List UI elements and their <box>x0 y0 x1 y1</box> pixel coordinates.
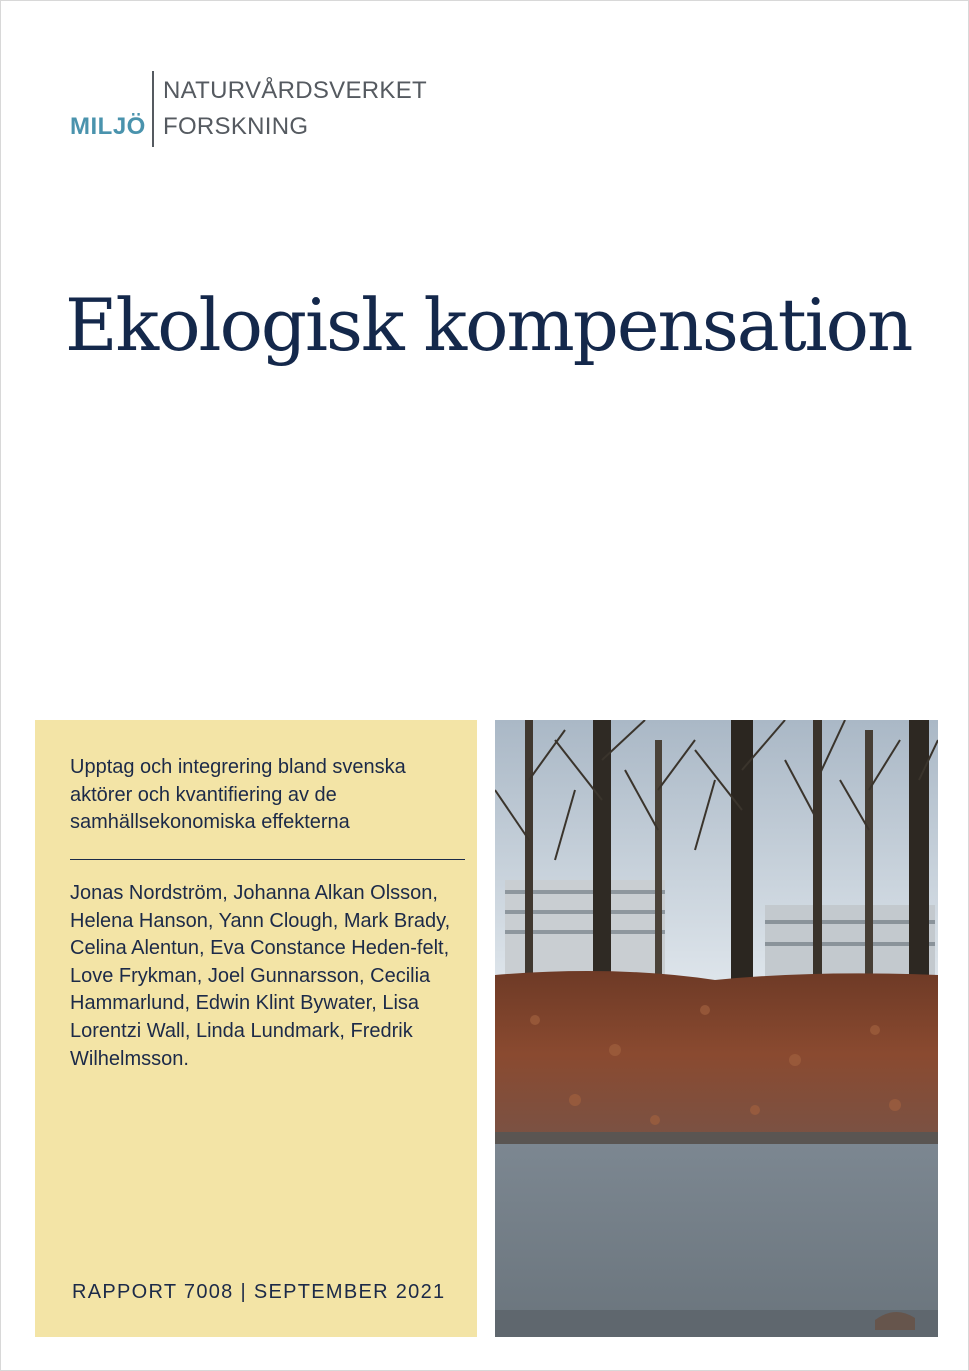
logo-forskning: FORSKNING <box>163 113 309 140</box>
logo-divider <box>152 71 154 147</box>
report-subtitle: Upptag och integrering bland svenska aktörer och kvantifiering av de samhällsekonomiska effekterna <box>70 756 406 833</box>
author-list: Jonas Nordström, Johanna Alkan Olsson, Helena Hanson, Yann Clough, Mark Brady, Celina Alentun, Eva Constance Heden-felt, Love Frykman, Joel Gunnarsson, Cecilia Hammarlund, Edwin Klint Bywater, Lisa Lorentzi Wall, Linda Lundmark, Fredrik Wilhelmsson. <box>70 882 451 1070</box>
logo-miljo: MILJÖ <box>70 113 146 140</box>
divider-rule <box>70 859 465 860</box>
cover-photo <box>495 720 938 1337</box>
report-title: Ekologisk kompensation <box>65 283 912 367</box>
report-number-date: RAPPORT 7008 | SEPTEMBER 2021 <box>72 1281 446 1303</box>
info-panel <box>35 720 477 1337</box>
logo-naturvardsverket: NATURVÅRDSVERKET <box>163 77 427 104</box>
